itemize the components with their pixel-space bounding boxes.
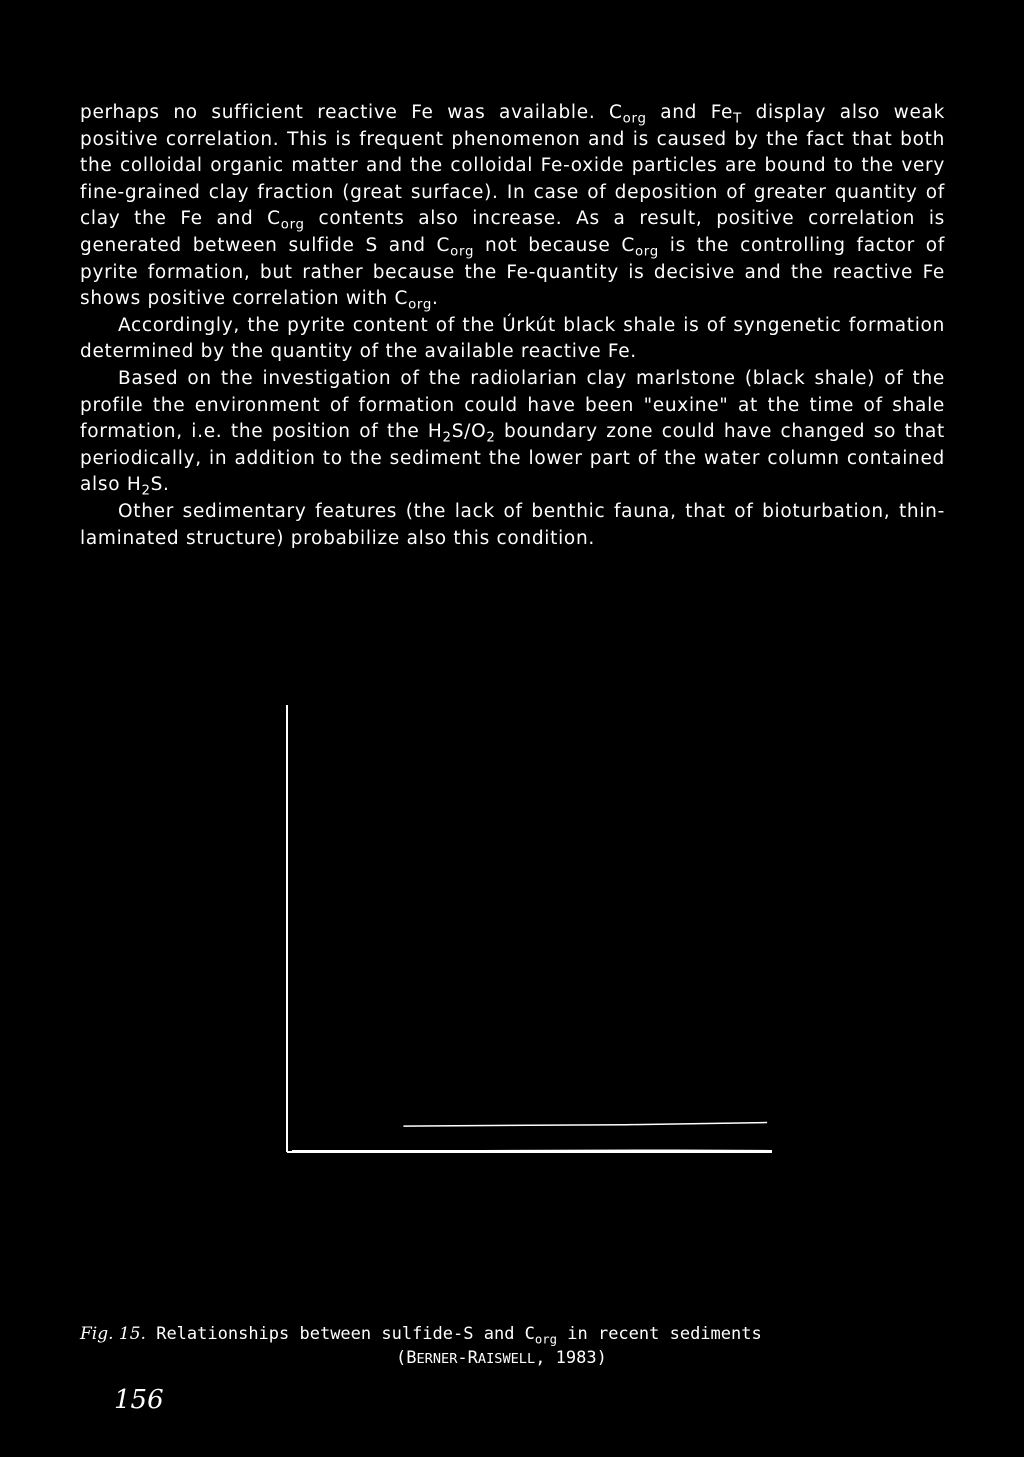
subscript: 2 bbox=[486, 430, 496, 446]
paragraph-1 bbox=[80, 100, 945, 313]
subscript: org bbox=[408, 297, 433, 313]
series-line-2 bbox=[292, 1150, 772, 1151]
subscript: T bbox=[733, 111, 742, 127]
text-run: boundary zone could have changed so that periodically, in addition to the sediment the lower part of the water column contained also H bbox=[80, 421, 945, 496]
subscript: org bbox=[622, 111, 647, 127]
text-run: Based on the investigation of the radiolarian clay marlstone (black shale) of the profile the environment of formation could have been "euxine" at the time of shale formation, i.e. the position of the H bbox=[80, 367, 945, 443]
caption-text: Relationships between sulfide-S and C bbox=[145, 1324, 535, 1344]
series-line-1 bbox=[403, 1123, 767, 1127]
text-run: not because C bbox=[474, 234, 635, 256]
subscript: org bbox=[534, 1332, 558, 1347]
text-run: S/O bbox=[451, 421, 487, 443]
subscript: 2 bbox=[141, 483, 151, 499]
ref-part: (B bbox=[396, 1348, 417, 1368]
text-run: contents also increase. As a result, positive correlation is generated between sulfide S and C bbox=[80, 208, 945, 256]
ref-part: ERNER bbox=[416, 1351, 458, 1367]
series-layer bbox=[292, 1123, 772, 1151]
ref-part: AISWELL bbox=[477, 1351, 536, 1367]
subscript: org bbox=[450, 244, 475, 260]
text-run: is the controlling factor of pyrite formation, but rather because the Fe-quantity is decisive and the reactive Fe shows positive correlation with C bbox=[80, 234, 945, 310]
text-run: perhaps no sufficient reactive Fe was available. C bbox=[80, 102, 623, 123]
paragraph-3 bbox=[80, 366, 945, 499]
ref-part: -R bbox=[457, 1348, 478, 1368]
ref-part: , 1983) bbox=[535, 1348, 607, 1368]
text-run: . bbox=[432, 288, 439, 310]
figure-label: Fig. 15. bbox=[80, 1324, 146, 1344]
text-run: display also weak positive correlation. This is frequent phenomenon and is caused by the fact that both the colloidal organic matter and the colloidal Fe-oxide particles are bound to the very fine-grained clay fraction (great surface). In case of deposition of greater quantity of clay the Fe and C bbox=[80, 102, 945, 230]
paragraph-4: Other sedimentary features (the lack of benthic fauna, that of bioturbation, thin-laminated structure) probabilize also this condition. bbox=[80, 500, 945, 549]
page-number: 156 bbox=[114, 1385, 164, 1415]
caption-reference bbox=[80, 1346, 960, 1371]
subscript: org bbox=[280, 218, 305, 234]
body-text bbox=[80, 100, 945, 552]
text-run: S. bbox=[150, 474, 170, 496]
caption-text: in recent sediments bbox=[557, 1324, 762, 1344]
subscript: org bbox=[634, 244, 659, 260]
text-run: and Fe bbox=[646, 102, 734, 123]
subscript: 2 bbox=[442, 430, 452, 446]
paragraph-2: Accordingly, the pyrite content of the Úrkút black shale is of syngenetic formation determined by the quantity of the available reactive Fe. bbox=[80, 314, 945, 363]
figure-caption bbox=[80, 1322, 960, 1371]
